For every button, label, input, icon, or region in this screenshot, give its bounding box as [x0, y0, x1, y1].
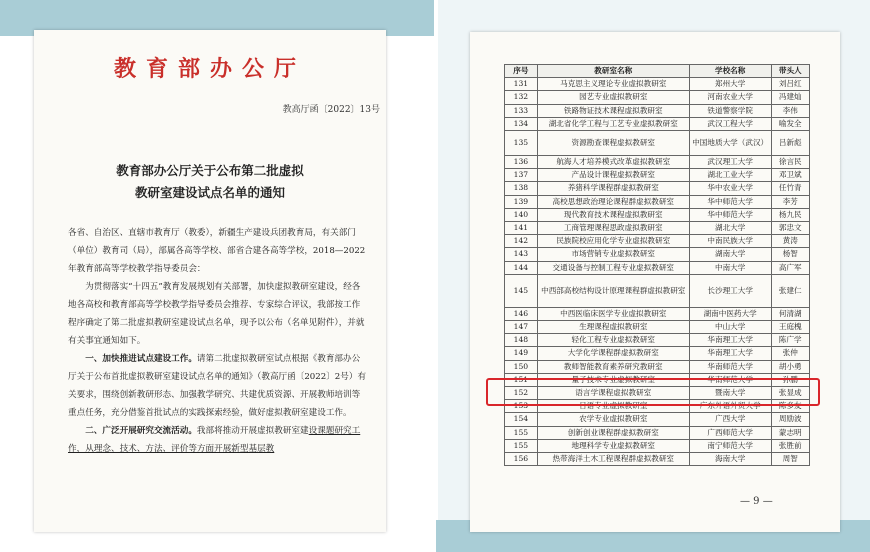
table-row	[505, 261, 810, 274]
table-cell: 142	[505, 235, 538, 248]
paragraph-text: 设课题研究工作，从理念、技术、方法、评价等方面开展新型基层教	[68, 426, 361, 454]
table-cell: 中西部高校结构设计原理课程群虚拟教研室	[537, 274, 689, 307]
table-cell: 日语专业虚拟教研室	[537, 400, 689, 413]
table-cell: 138	[505, 182, 538, 195]
table-cell: 徐言民	[771, 156, 809, 169]
table-cell: 134	[505, 117, 538, 130]
table-cell: 南宁师范大学	[689, 439, 771, 452]
table-cell: 139	[505, 195, 538, 208]
paragraph-text: 请第二批虚拟教研室试点根据《教育部办公厅关于公布首批虚拟教研室建设试点名单的通知》（教高厅函〔2022〕2号）有关要求，围绕创新教研形态、加强教学研究、共建优质资源、开展教师培训等重点任务，充分借鉴首批试点的实践探索经验，做好虚拟教研室建设工作。	[68, 354, 367, 418]
table-cell: 王庭槐	[771, 321, 809, 334]
table-cell: 高广军	[771, 261, 809, 274]
table-cell: 150	[505, 360, 538, 373]
section-heading: 二、广泛开展研究交流活动。	[85, 426, 197, 436]
table-cell: 148	[505, 334, 538, 347]
table-row	[505, 195, 810, 208]
table-cell: 创新创业课程群虚拟教研室	[537, 426, 689, 439]
table-cell: 长沙理工大学	[689, 274, 771, 307]
table-row	[505, 104, 810, 117]
table-cell: 中南大学	[689, 261, 771, 274]
table-row	[505, 235, 810, 248]
table-cell: 张建仁	[771, 274, 809, 307]
table-row	[505, 156, 810, 169]
table-cell: 张显成	[771, 387, 809, 400]
paragraph: 为贯彻落实“十四五”教育发展规划有关部署，加快虚拟教研室建设，经各地各高校和教育部高等学校教学指导委员会推荐、专家综合评议，我部按工作程序确定了第二批虚拟教研室建设试点名单，现予以公布（名单见附件），并就有关事宜通知如下。	[68, 282, 365, 346]
paragraph: 各省、自治区、直辖市教育厅（教委），新疆生产建设兵团教育局，有关部门（单位）教育司（局），部属各高等学校、部省合建各高等学校，2018—2022年教育部高等学校教学指导委员会：	[68, 228, 366, 274]
table-row	[505, 208, 810, 221]
table-cell: 武汉工程大学	[689, 117, 771, 130]
table-cell: 工商管理课程思政虚拟教研室	[537, 222, 689, 235]
table-row	[505, 91, 810, 104]
table-row	[505, 274, 810, 307]
table-cell: 华中师范大学	[689, 208, 771, 221]
table-cell: 143	[505, 248, 538, 261]
table-cell: 华中农业大学	[689, 182, 771, 195]
table-cell: 杨智	[771, 248, 809, 261]
table-cell: 胡小勇	[771, 360, 809, 373]
table-row	[505, 413, 810, 426]
table-cell: 广西师范大学	[689, 426, 771, 439]
table-cell: 农学专业虚拟教研室	[537, 413, 689, 426]
table-cell: 资源勘查课程虚拟教研室	[537, 131, 689, 156]
table-row	[505, 117, 810, 130]
table-row	[505, 182, 810, 195]
column-header: 带头人	[771, 65, 809, 78]
table-cell: 145	[505, 274, 538, 307]
table-row	[505, 347, 810, 360]
table-cell: 武汉理工大学	[689, 156, 771, 169]
table-cell: 海南大学	[689, 453, 771, 466]
table-cell: 湖北工业大学	[689, 169, 771, 182]
table-cell: 孙鹏	[771, 373, 809, 386]
table-cell: 高校思想政治理论课程群虚拟教研室	[537, 195, 689, 208]
table-cell: 131	[505, 78, 538, 91]
table-cell: 152	[505, 387, 538, 400]
table-cell: 华南师范大学	[689, 360, 771, 373]
table-cell: 杨九民	[771, 208, 809, 221]
table-cell: 140	[505, 208, 538, 221]
table-cell: 蒙志明	[771, 426, 809, 439]
table-cell: 养猪科学课程群虚拟教研室	[537, 182, 689, 195]
table-cell: 暨南大学	[689, 387, 771, 400]
table-cell: 热带海洋土木工程课程群虚拟教研室	[537, 453, 689, 466]
paragraph	[68, 422, 368, 458]
table-cell: 冯建灿	[771, 91, 809, 104]
table-cell: 吕新彪	[771, 131, 809, 156]
table-cell: 133	[505, 104, 538, 117]
table-cell: 146	[505, 307, 538, 320]
table-cell: 华南理工大学	[689, 334, 771, 347]
table-row	[505, 131, 810, 156]
table-cell: 市场营销专业虚拟教研室	[537, 248, 689, 261]
table-header-row	[505, 65, 810, 78]
table-cell: 137	[505, 169, 538, 182]
table-cell: 湖南大学	[689, 248, 771, 261]
paragraph-text: 我部将推动开展虚拟教研室建	[196, 426, 309, 436]
table-cell: 园艺专业虚拟教研室	[537, 91, 689, 104]
table-cell: 154	[505, 413, 538, 426]
table-cell: 144	[505, 261, 538, 274]
table-cell: 广西大学	[689, 413, 771, 426]
table-cell: 量子技术专业虚拟教研室	[537, 373, 689, 386]
table-cell: 132	[505, 91, 538, 104]
table-cell: 刘吕红	[771, 78, 809, 91]
table-cell: 147	[505, 321, 538, 334]
table-cell: 华南师范大学	[689, 373, 771, 386]
office-header: 教育部办公厅	[113, 56, 306, 82]
table-cell: 马克思主义理论专业虚拟教研室	[537, 78, 689, 91]
table-cell: 轻化工程专业虚拟教研室	[537, 334, 689, 347]
title-line: 教育部办公厅关于公布第二批虚拟	[116, 163, 304, 178]
table-cell: 湖北大学	[689, 222, 771, 235]
table-cell: 民族院校应用化学专业虚拟教研室	[537, 235, 689, 248]
table-cell: 邓卫斌	[771, 169, 809, 182]
table-row	[505, 334, 810, 347]
notice-title	[34, 160, 386, 204]
table-cell: 中国地质大学（武汉）	[689, 131, 771, 156]
title-line: 教研室建设试点名单的通知	[134, 185, 285, 200]
table-cell: 湖南中医药大学	[689, 307, 771, 320]
table-cell: 156	[505, 453, 538, 466]
page-number: — 9 —	[740, 496, 773, 507]
table-row	[505, 321, 810, 334]
table-row	[505, 307, 810, 320]
table-cell: 湖北省化学工程与工艺专业虚拟教研室	[537, 117, 689, 130]
table-cell: 华中师范大学	[689, 195, 771, 208]
table-cell: 广东外语外贸大学	[689, 400, 771, 413]
table-cell: 141	[505, 222, 538, 235]
column-header: 学校名称	[689, 65, 771, 78]
table-cell: 155	[505, 439, 538, 452]
table-row	[505, 439, 810, 452]
table-cell: 中西医临床医学专业虚拟教研室	[537, 307, 689, 320]
table-cell: 地理科学专业虚拟教研室	[537, 439, 689, 452]
table-cell: 149	[505, 347, 538, 360]
table-cell: 中南民族大学	[689, 235, 771, 248]
table-cell: 语言学课程虚拟教研室	[537, 387, 689, 400]
table-cell: 153	[505, 400, 538, 413]
table-cell: 陈广学	[771, 334, 809, 347]
column-header: 序号	[505, 65, 538, 78]
highlight-box	[486, 378, 820, 406]
table-cell: 郭忠文	[771, 222, 809, 235]
table-cell: 张胜前	[771, 439, 809, 452]
table-cell: 产品设计课程虚拟教研室	[537, 169, 689, 182]
document-number: 教高厅函〔2022〕13号	[282, 105, 380, 115]
table-cell: 现代教育技术课程虚拟教研室	[537, 208, 689, 221]
table-cell: 铁路物证技术课程虚拟教研室	[537, 104, 689, 117]
table-cell: 135	[505, 131, 538, 156]
table-row	[505, 78, 810, 91]
table-row	[505, 248, 810, 261]
table-cell: 航海人才培养模式改革虚拟教研室	[537, 156, 689, 169]
table-cell: 教师智能教育素养研究教研室	[537, 360, 689, 373]
table-row	[505, 222, 810, 235]
table-row	[505, 169, 810, 182]
table-cell: 大学化学课程群虚拟教研室	[537, 347, 689, 360]
table-cell: 河南农业大学	[689, 91, 771, 104]
table-cell: 郑州大学	[689, 78, 771, 91]
table-row	[505, 453, 810, 466]
table-cell: 151	[505, 373, 538, 386]
table-cell: 陈多友	[771, 400, 809, 413]
table-cell: 铁道警察学院	[689, 104, 771, 117]
table-cell: 周智	[771, 453, 809, 466]
table-cell: 何清湖	[771, 307, 809, 320]
table-cell: 任竹青	[771, 182, 809, 195]
table-cell: 黄涛	[771, 235, 809, 248]
table-cell: 李芳	[771, 195, 809, 208]
table-cell: 交通设备与控制工程专业虚拟教研室	[537, 261, 689, 274]
table-row	[505, 426, 810, 439]
table-cell: 周励波	[771, 413, 809, 426]
table-row	[505, 360, 810, 373]
table-cell: 张仲	[771, 347, 809, 360]
table-cell: 中山大学	[689, 321, 771, 334]
table-cell: 喻发全	[771, 117, 809, 130]
table-cell: 华南理工大学	[689, 347, 771, 360]
table-cell: 136	[505, 156, 538, 169]
table-cell: 生理课程虚拟教研室	[537, 321, 689, 334]
table-cell: 155	[505, 426, 538, 439]
notice-body	[68, 224, 368, 458]
table-cell: 李伟	[771, 104, 809, 117]
paragraph	[68, 350, 368, 422]
section-heading: 一、加快推进试点建设工作。	[85, 354, 197, 364]
column-header: 教研室名称	[537, 65, 689, 78]
